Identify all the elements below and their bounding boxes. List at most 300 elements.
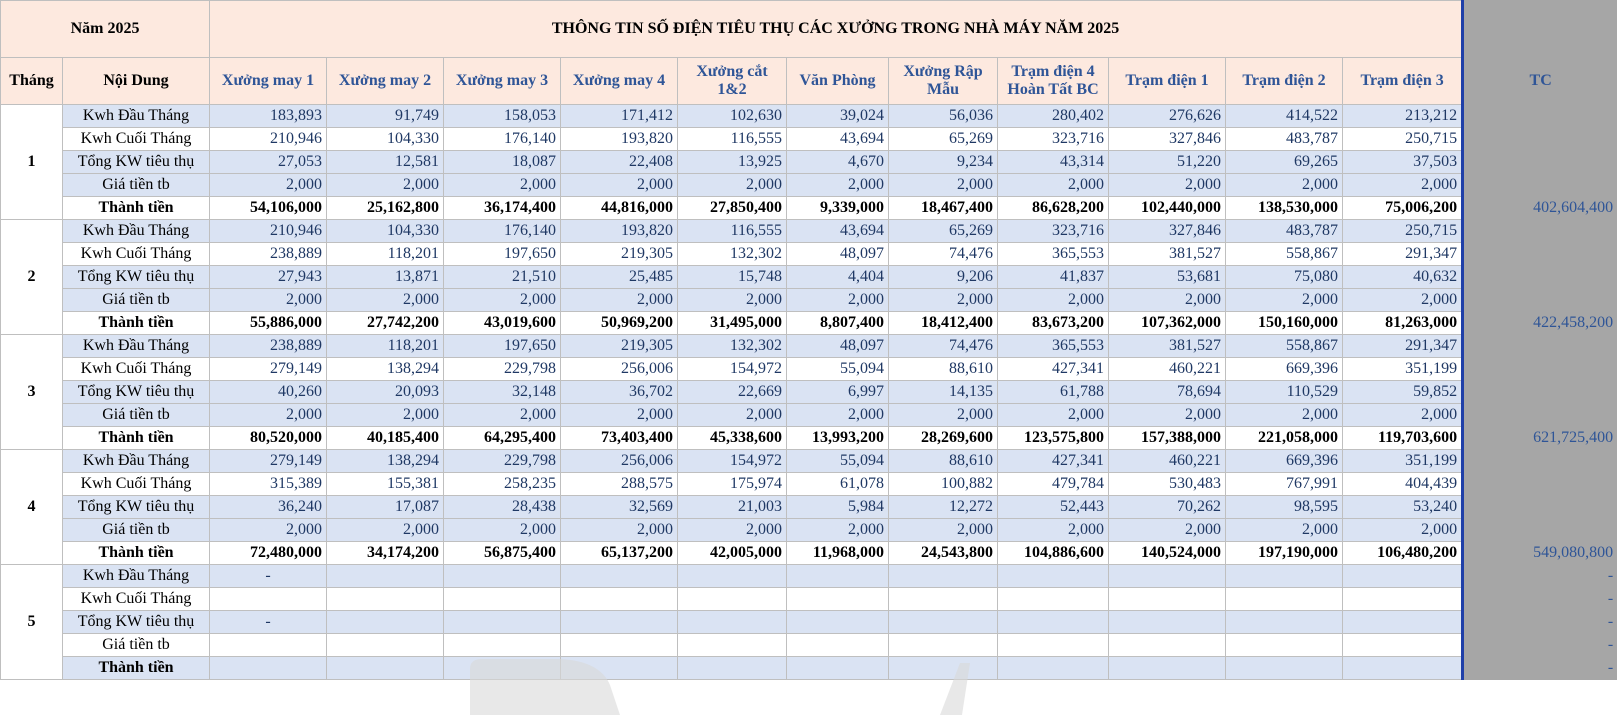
value-cell[interactable]: 40,260 [210,381,327,404]
value-cell[interactable]: 27,943 [210,266,327,289]
value-cell[interactable]: 116,555 [678,128,787,151]
column-header-10[interactable]: Trạm điện 2 [1226,58,1343,105]
value-cell[interactable]: 193,820 [561,128,678,151]
row-label[interactable]: Kwh Đầu Tháng [63,450,210,473]
value-cell[interactable]: 427,341 [998,358,1109,381]
value-cell[interactable]: 72,480,000 [210,542,327,565]
value-cell[interactable]: 176,140 [444,220,561,243]
value-cell[interactable]: 323,716 [998,220,1109,243]
value-cell[interactable]: 2,000 [787,404,889,427]
value-cell[interactable]: 15,748 [678,266,787,289]
value-cell[interactable]: 116,555 [678,220,787,243]
value-cell[interactable] [1226,657,1343,680]
value-cell[interactable]: 381,527 [1109,243,1226,266]
value-cell[interactable]: 250,715 [1343,220,1463,243]
value-cell[interactable]: 351,199 [1343,450,1463,473]
value-cell[interactable]: 365,553 [998,243,1109,266]
value-cell[interactable]: 291,347 [1343,243,1463,266]
value-cell[interactable] [889,657,998,680]
value-cell[interactable]: 56,875,400 [444,542,561,565]
value-cell[interactable]: 80,520,000 [210,427,327,450]
value-cell[interactable] [787,588,889,611]
value-cell[interactable] [210,657,327,680]
value-cell[interactable]: 44,816,000 [561,197,678,220]
value-cell[interactable]: 43,694 [787,128,889,151]
row-label[interactable]: Kwh Đầu Tháng [63,105,210,128]
value-cell[interactable]: 171,412 [561,105,678,128]
value-cell[interactable] [327,611,444,634]
value-cell[interactable]: 291,347 [1343,335,1463,358]
value-cell[interactable] [444,634,561,657]
column-header-2[interactable]: Xưởng may 2 [327,58,444,105]
column-header-5[interactable]: Xưởng cắt 1&2 [678,58,787,105]
value-cell[interactable]: 2,000 [889,404,998,427]
value-cell[interactable]: 20,093 [327,381,444,404]
value-cell[interactable]: 102,630 [678,105,787,128]
value-cell[interactable]: 2,000 [1109,289,1226,312]
row-label[interactable]: Giá tiền tb [63,174,210,197]
value-cell[interactable]: 250,715 [1343,128,1463,151]
value-cell[interactable]: - [210,611,327,634]
value-cell[interactable]: 2,000 [1343,404,1463,427]
value-cell[interactable]: 2,000 [327,289,444,312]
value-cell[interactable]: 669,396 [1226,450,1343,473]
value-cell[interactable]: 25,485 [561,266,678,289]
value-cell[interactable]: 132,302 [678,243,787,266]
row-label[interactable]: Kwh Cuối Tháng [63,473,210,496]
value-cell[interactable] [1226,588,1343,611]
value-cell[interactable]: 74,476 [889,243,998,266]
value-cell[interactable]: 40,185,400 [327,427,444,450]
value-cell[interactable]: 53,681 [1109,266,1226,289]
value-cell[interactable] [1226,634,1343,657]
value-cell[interactable]: 21,003 [678,496,787,519]
value-cell[interactable]: 288,575 [561,473,678,496]
sheet-title[interactable]: THÔNG TIN SỐ ĐIỆN TIÊU THỤ CÁC XƯỞNG TRONG NHÀ MÁY NĂM 2025 [210,1,1463,58]
value-cell[interactable] [998,565,1109,588]
value-cell[interactable]: 2,000 [1226,404,1343,427]
tc-value-cell[interactable] [1463,473,1617,496]
value-cell[interactable]: 154,972 [678,358,787,381]
value-cell[interactable]: 2,000 [678,174,787,197]
value-cell[interactable]: 43,314 [998,151,1109,174]
tc-value-cell[interactable] [1463,174,1617,197]
value-cell[interactable]: 88,610 [889,358,998,381]
value-cell[interactable]: 327,846 [1109,220,1226,243]
value-cell[interactable]: 530,483 [1109,473,1226,496]
value-cell[interactable]: 5,984 [787,496,889,519]
row-label[interactable]: Thành tiền [63,657,210,680]
value-cell[interactable]: 197,190,000 [1226,542,1343,565]
tc-value-cell[interactable] [1463,105,1617,128]
value-cell[interactable]: 221,058,000 [1226,427,1343,450]
value-cell[interactable]: 2,000 [561,289,678,312]
value-cell[interactable]: 2,000 [561,174,678,197]
value-cell[interactable] [998,634,1109,657]
value-cell[interactable] [889,588,998,611]
value-cell[interactable]: 2,000 [327,519,444,542]
value-cell[interactable]: 138,294 [327,450,444,473]
column-header-8[interactable]: Trạm điện 4 Hoàn Tất BC [998,58,1109,105]
value-cell[interactable] [444,657,561,680]
value-cell[interactable]: 2,000 [787,289,889,312]
value-cell[interactable]: 31,495,000 [678,312,787,335]
row-label[interactable]: Tổng KW tiêu thụ [63,151,210,174]
value-cell[interactable]: 558,867 [1226,335,1343,358]
value-cell[interactable]: 9,234 [889,151,998,174]
value-cell[interactable]: 2,000 [444,519,561,542]
value-cell[interactable]: 183,893 [210,105,327,128]
tc-value-cell[interactable]: 422,458,200 [1463,312,1617,335]
value-cell[interactable]: 9,206 [889,266,998,289]
value-cell[interactable]: 256,006 [561,450,678,473]
row-label[interactable]: Kwh Đầu Tháng [63,335,210,358]
value-cell[interactable]: 2,000 [889,519,998,542]
month-cell[interactable]: 2 [1,220,63,335]
value-cell[interactable] [1226,565,1343,588]
value-cell[interactable]: 483,787 [1226,220,1343,243]
value-cell[interactable] [787,611,889,634]
value-cell[interactable]: 36,174,400 [444,197,561,220]
row-label[interactable]: Giá tiền tb [63,289,210,312]
month-column-header[interactable]: Tháng [1,58,63,105]
value-cell[interactable] [210,588,327,611]
value-cell[interactable]: 27,742,200 [327,312,444,335]
value-cell[interactable]: 52,443 [998,496,1109,519]
value-cell[interactable]: 11,968,000 [787,542,889,565]
value-cell[interactable]: 2,000 [1109,174,1226,197]
row-label[interactable]: Giá tiền tb [63,404,210,427]
value-cell[interactable]: 17,087 [327,496,444,519]
value-cell[interactable]: 22,408 [561,151,678,174]
value-cell[interactable]: 83,673,200 [998,312,1109,335]
value-cell[interactable]: 61,788 [998,381,1109,404]
value-cell[interactable]: 32,148 [444,381,561,404]
column-header-3[interactable]: Xưởng may 3 [444,58,561,105]
value-cell[interactable]: 2,000 [210,289,327,312]
value-cell[interactable]: 61,078 [787,473,889,496]
value-cell[interactable] [889,611,998,634]
value-cell[interactable] [561,634,678,657]
value-cell[interactable]: 25,162,800 [327,197,444,220]
value-cell[interactable]: 2,000 [210,519,327,542]
value-cell[interactable] [889,565,998,588]
value-cell[interactable]: 39,024 [787,105,889,128]
row-label[interactable]: Tổng KW tiêu thụ [63,496,210,519]
value-cell[interactable]: 88,610 [889,450,998,473]
value-cell[interactable]: 78,694 [1109,381,1226,404]
value-cell[interactable]: 404,439 [1343,473,1463,496]
month-cell[interactable]: 3 [1,335,63,450]
value-cell[interactable]: 2,000 [444,289,561,312]
value-cell[interactable]: 176,140 [444,128,561,151]
value-cell[interactable]: 669,396 [1226,358,1343,381]
value-cell[interactable]: 65,137,200 [561,542,678,565]
value-cell[interactable]: 132,302 [678,335,787,358]
value-cell[interactable] [1343,634,1463,657]
value-cell[interactable]: 210,946 [210,128,327,151]
value-cell[interactable] [678,588,787,611]
value-cell[interactable]: 258,235 [444,473,561,496]
value-cell[interactable] [1343,565,1463,588]
value-cell[interactable]: 2,000 [678,289,787,312]
value-cell[interactable]: 28,269,600 [889,427,998,450]
value-cell[interactable]: 279,149 [210,450,327,473]
value-cell[interactable]: 70,262 [1109,496,1226,519]
row-label[interactable]: Tổng KW tiêu thụ [63,266,210,289]
value-cell[interactable]: 2,000 [1343,174,1463,197]
row-label[interactable]: Kwh Cuối Tháng [63,358,210,381]
value-cell[interactable]: 13,993,200 [787,427,889,450]
tc-value-cell[interactable]: - [1463,565,1617,588]
value-cell[interactable]: 2,000 [1226,174,1343,197]
tc-value-cell[interactable]: - [1463,611,1617,634]
value-cell[interactable]: 767,991 [1226,473,1343,496]
month-cell[interactable]: 4 [1,450,63,565]
value-cell[interactable]: 4,670 [787,151,889,174]
value-cell[interactable]: 460,221 [1109,358,1226,381]
value-cell[interactable]: 2,000 [998,289,1109,312]
value-cell[interactable]: 213,212 [1343,105,1463,128]
value-cell[interactable]: 102,440,000 [1109,197,1226,220]
value-cell[interactable]: 18,087 [444,151,561,174]
value-cell[interactable]: 276,626 [1109,105,1226,128]
value-cell[interactable]: 65,269 [889,128,998,151]
value-cell[interactable] [561,588,678,611]
value-cell[interactable]: 14,135 [889,381,998,404]
value-cell[interactable]: 2,000 [678,404,787,427]
tc-value-cell[interactable] [1463,404,1617,427]
value-cell[interactable]: 104,330 [327,220,444,243]
tc-value-cell[interactable]: - [1463,588,1617,611]
value-cell[interactable]: 197,650 [444,243,561,266]
column-header-7[interactable]: Xưởng Rập Mẫu [889,58,998,105]
content-column-header[interactable]: Nội Dung [63,58,210,105]
value-cell[interactable] [1343,611,1463,634]
value-cell[interactable]: 460,221 [1109,450,1226,473]
value-cell[interactable]: 65,269 [889,220,998,243]
row-label[interactable]: Kwh Đầu Tháng [63,220,210,243]
tc-value-cell[interactable] [1463,243,1617,266]
row-label[interactable]: Thành tiền [63,197,210,220]
value-cell[interactable]: 81,263,000 [1343,312,1463,335]
value-cell[interactable] [1109,657,1226,680]
value-cell[interactable]: 219,305 [561,335,678,358]
value-cell[interactable]: 2,000 [327,404,444,427]
value-cell[interactable]: 37,503 [1343,151,1463,174]
tc-value-cell[interactable] [1463,519,1617,542]
value-cell[interactable]: 479,784 [998,473,1109,496]
tc-value-cell[interactable]: - [1463,634,1617,657]
tc-value-cell[interactable] [1463,335,1617,358]
value-cell[interactable]: 2,000 [1109,404,1226,427]
value-cell[interactable]: 21,510 [444,266,561,289]
value-cell[interactable] [889,634,998,657]
value-cell[interactable]: 2,000 [561,404,678,427]
value-cell[interactable]: 86,628,200 [998,197,1109,220]
value-cell[interactable]: 36,240 [210,496,327,519]
column-header-6[interactable]: Văn Phòng [787,58,889,105]
value-cell[interactable]: 59,852 [1343,381,1463,404]
value-cell[interactable] [1226,611,1343,634]
value-cell[interactable]: 119,703,600 [1343,427,1463,450]
value-cell[interactable] [1343,657,1463,680]
value-cell[interactable]: 154,972 [678,450,787,473]
tc-value-cell[interactable] [1463,128,1617,151]
value-cell[interactable]: 104,886,600 [998,542,1109,565]
tc-value-cell[interactable]: 621,725,400 [1463,427,1617,450]
value-cell[interactable] [998,611,1109,634]
value-cell[interactable]: 414,522 [1226,105,1343,128]
tc-value-cell[interactable] [1463,289,1617,312]
value-cell[interactable]: 175,974 [678,473,787,496]
row-label[interactable]: Giá tiền tb [63,634,210,657]
value-cell[interactable]: 138,530,000 [1226,197,1343,220]
value-cell[interactable] [1109,588,1226,611]
value-cell[interactable]: 27,053 [210,151,327,174]
value-cell[interactable] [444,611,561,634]
value-cell[interactable]: 2,000 [561,519,678,542]
value-cell[interactable]: 106,480,200 [1343,542,1463,565]
value-cell[interactable]: 54,106,000 [210,197,327,220]
value-cell[interactable]: 8,807,400 [787,312,889,335]
value-cell[interactable]: 315,389 [210,473,327,496]
value-cell[interactable]: 483,787 [1226,128,1343,151]
value-cell[interactable] [1343,588,1463,611]
value-cell[interactable]: 2,000 [1343,519,1463,542]
value-cell[interactable]: 2,000 [678,519,787,542]
value-cell[interactable] [327,565,444,588]
value-cell[interactable]: 12,581 [327,151,444,174]
tc-value-cell[interactable] [1463,358,1617,381]
value-cell[interactable]: 427,341 [998,450,1109,473]
value-cell[interactable]: 2,000 [210,174,327,197]
value-cell[interactable] [678,634,787,657]
value-cell[interactable] [787,634,889,657]
row-label[interactable]: Kwh Cuối Tháng [63,128,210,151]
value-cell[interactable]: 4,404 [787,266,889,289]
value-cell[interactable]: 229,798 [444,358,561,381]
value-cell[interactable] [998,588,1109,611]
value-cell[interactable]: 2,000 [998,519,1109,542]
value-cell[interactable]: 75,006,200 [1343,197,1463,220]
value-cell[interactable] [210,634,327,657]
value-cell[interactable]: 2,000 [998,404,1109,427]
value-cell[interactable]: 43,694 [787,220,889,243]
value-cell[interactable]: 323,716 [998,128,1109,151]
value-cell[interactable] [678,565,787,588]
value-cell[interactable]: 104,330 [327,128,444,151]
value-cell[interactable]: 18,467,400 [889,197,998,220]
value-cell[interactable]: 91,749 [327,105,444,128]
value-cell[interactable]: 18,412,400 [889,312,998,335]
value-cell[interactable]: 238,889 [210,335,327,358]
row-label[interactable]: Thành tiền [63,312,210,335]
value-cell[interactable]: 48,097 [787,335,889,358]
value-cell[interactable]: 98,595 [1226,496,1343,519]
value-cell[interactable] [327,634,444,657]
row-label[interactable]: Kwh Cuối Tháng [63,243,210,266]
value-cell[interactable]: 53,240 [1343,496,1463,519]
value-cell[interactable]: 55,094 [787,358,889,381]
row-label[interactable]: Giá tiền tb [63,519,210,542]
tc-value-cell[interactable] [1463,220,1617,243]
value-cell[interactable]: 118,201 [327,335,444,358]
value-cell[interactable]: 2,000 [787,519,889,542]
value-cell[interactable] [561,657,678,680]
value-cell[interactable] [1109,611,1226,634]
value-cell[interactable]: 381,527 [1109,335,1226,358]
row-label[interactable]: Kwh Đầu Tháng [63,565,210,588]
value-cell[interactable]: 69,265 [1226,151,1343,174]
value-cell[interactable]: 279,149 [210,358,327,381]
value-cell[interactable] [444,565,561,588]
value-cell[interactable]: 2,000 [889,289,998,312]
value-cell[interactable] [444,588,561,611]
value-cell[interactable] [678,657,787,680]
value-cell[interactable]: 2,000 [1109,519,1226,542]
column-header-9[interactable]: Trạm điện 1 [1109,58,1226,105]
value-cell[interactable]: 36,702 [561,381,678,404]
value-cell[interactable]: 256,006 [561,358,678,381]
value-cell[interactable]: 2,000 [787,174,889,197]
value-cell[interactable]: 150,160,000 [1226,312,1343,335]
tc-value-cell[interactable] [1463,381,1617,404]
value-cell[interactable]: 13,871 [327,266,444,289]
value-cell[interactable] [1109,565,1226,588]
value-cell[interactable] [1109,634,1226,657]
value-cell[interactable]: 2,000 [1226,519,1343,542]
value-cell[interactable]: 73,403,400 [561,427,678,450]
value-cell[interactable]: 118,201 [327,243,444,266]
value-cell[interactable]: 193,820 [561,220,678,243]
value-cell[interactable]: 56,036 [889,105,998,128]
value-cell[interactable] [561,565,678,588]
value-cell[interactable]: 64,295,400 [444,427,561,450]
value-cell[interactable]: 55,886,000 [210,312,327,335]
value-cell[interactable]: 2,000 [444,404,561,427]
value-cell[interactable]: 2,000 [210,404,327,427]
value-cell[interactable]: 43,019,600 [444,312,561,335]
value-cell[interactable]: 110,529 [1226,381,1343,404]
value-cell[interactable]: 41,837 [998,266,1109,289]
value-cell[interactable]: 74,476 [889,335,998,358]
value-cell[interactable]: 138,294 [327,358,444,381]
tc-value-cell[interactable] [1463,450,1617,473]
value-cell[interactable] [998,657,1109,680]
value-cell[interactable]: 365,553 [998,335,1109,358]
value-cell[interactable]: 55,094 [787,450,889,473]
row-label[interactable]: Kwh Cuối Tháng [63,588,210,611]
value-cell[interactable]: 75,080 [1226,266,1343,289]
value-cell[interactable]: 123,575,800 [998,427,1109,450]
value-cell[interactable]: - [210,565,327,588]
month-cell[interactable]: 1 [1,105,63,220]
column-header-1[interactable]: Xưởng may 1 [210,58,327,105]
value-cell[interactable]: 210,946 [210,220,327,243]
value-cell[interactable]: 51,220 [1109,151,1226,174]
row-label[interactable]: Tổng KW tiêu thụ [63,381,210,404]
value-cell[interactable]: 2,000 [327,174,444,197]
value-cell[interactable] [787,565,889,588]
value-cell[interactable]: 157,388,000 [1109,427,1226,450]
row-label[interactable]: Thành tiền [63,427,210,450]
value-cell[interactable]: 34,174,200 [327,542,444,565]
value-cell[interactable]: 28,438 [444,496,561,519]
value-cell[interactable]: 197,650 [444,335,561,358]
value-cell[interactable]: 2,000 [998,174,1109,197]
value-cell[interactable]: 238,889 [210,243,327,266]
